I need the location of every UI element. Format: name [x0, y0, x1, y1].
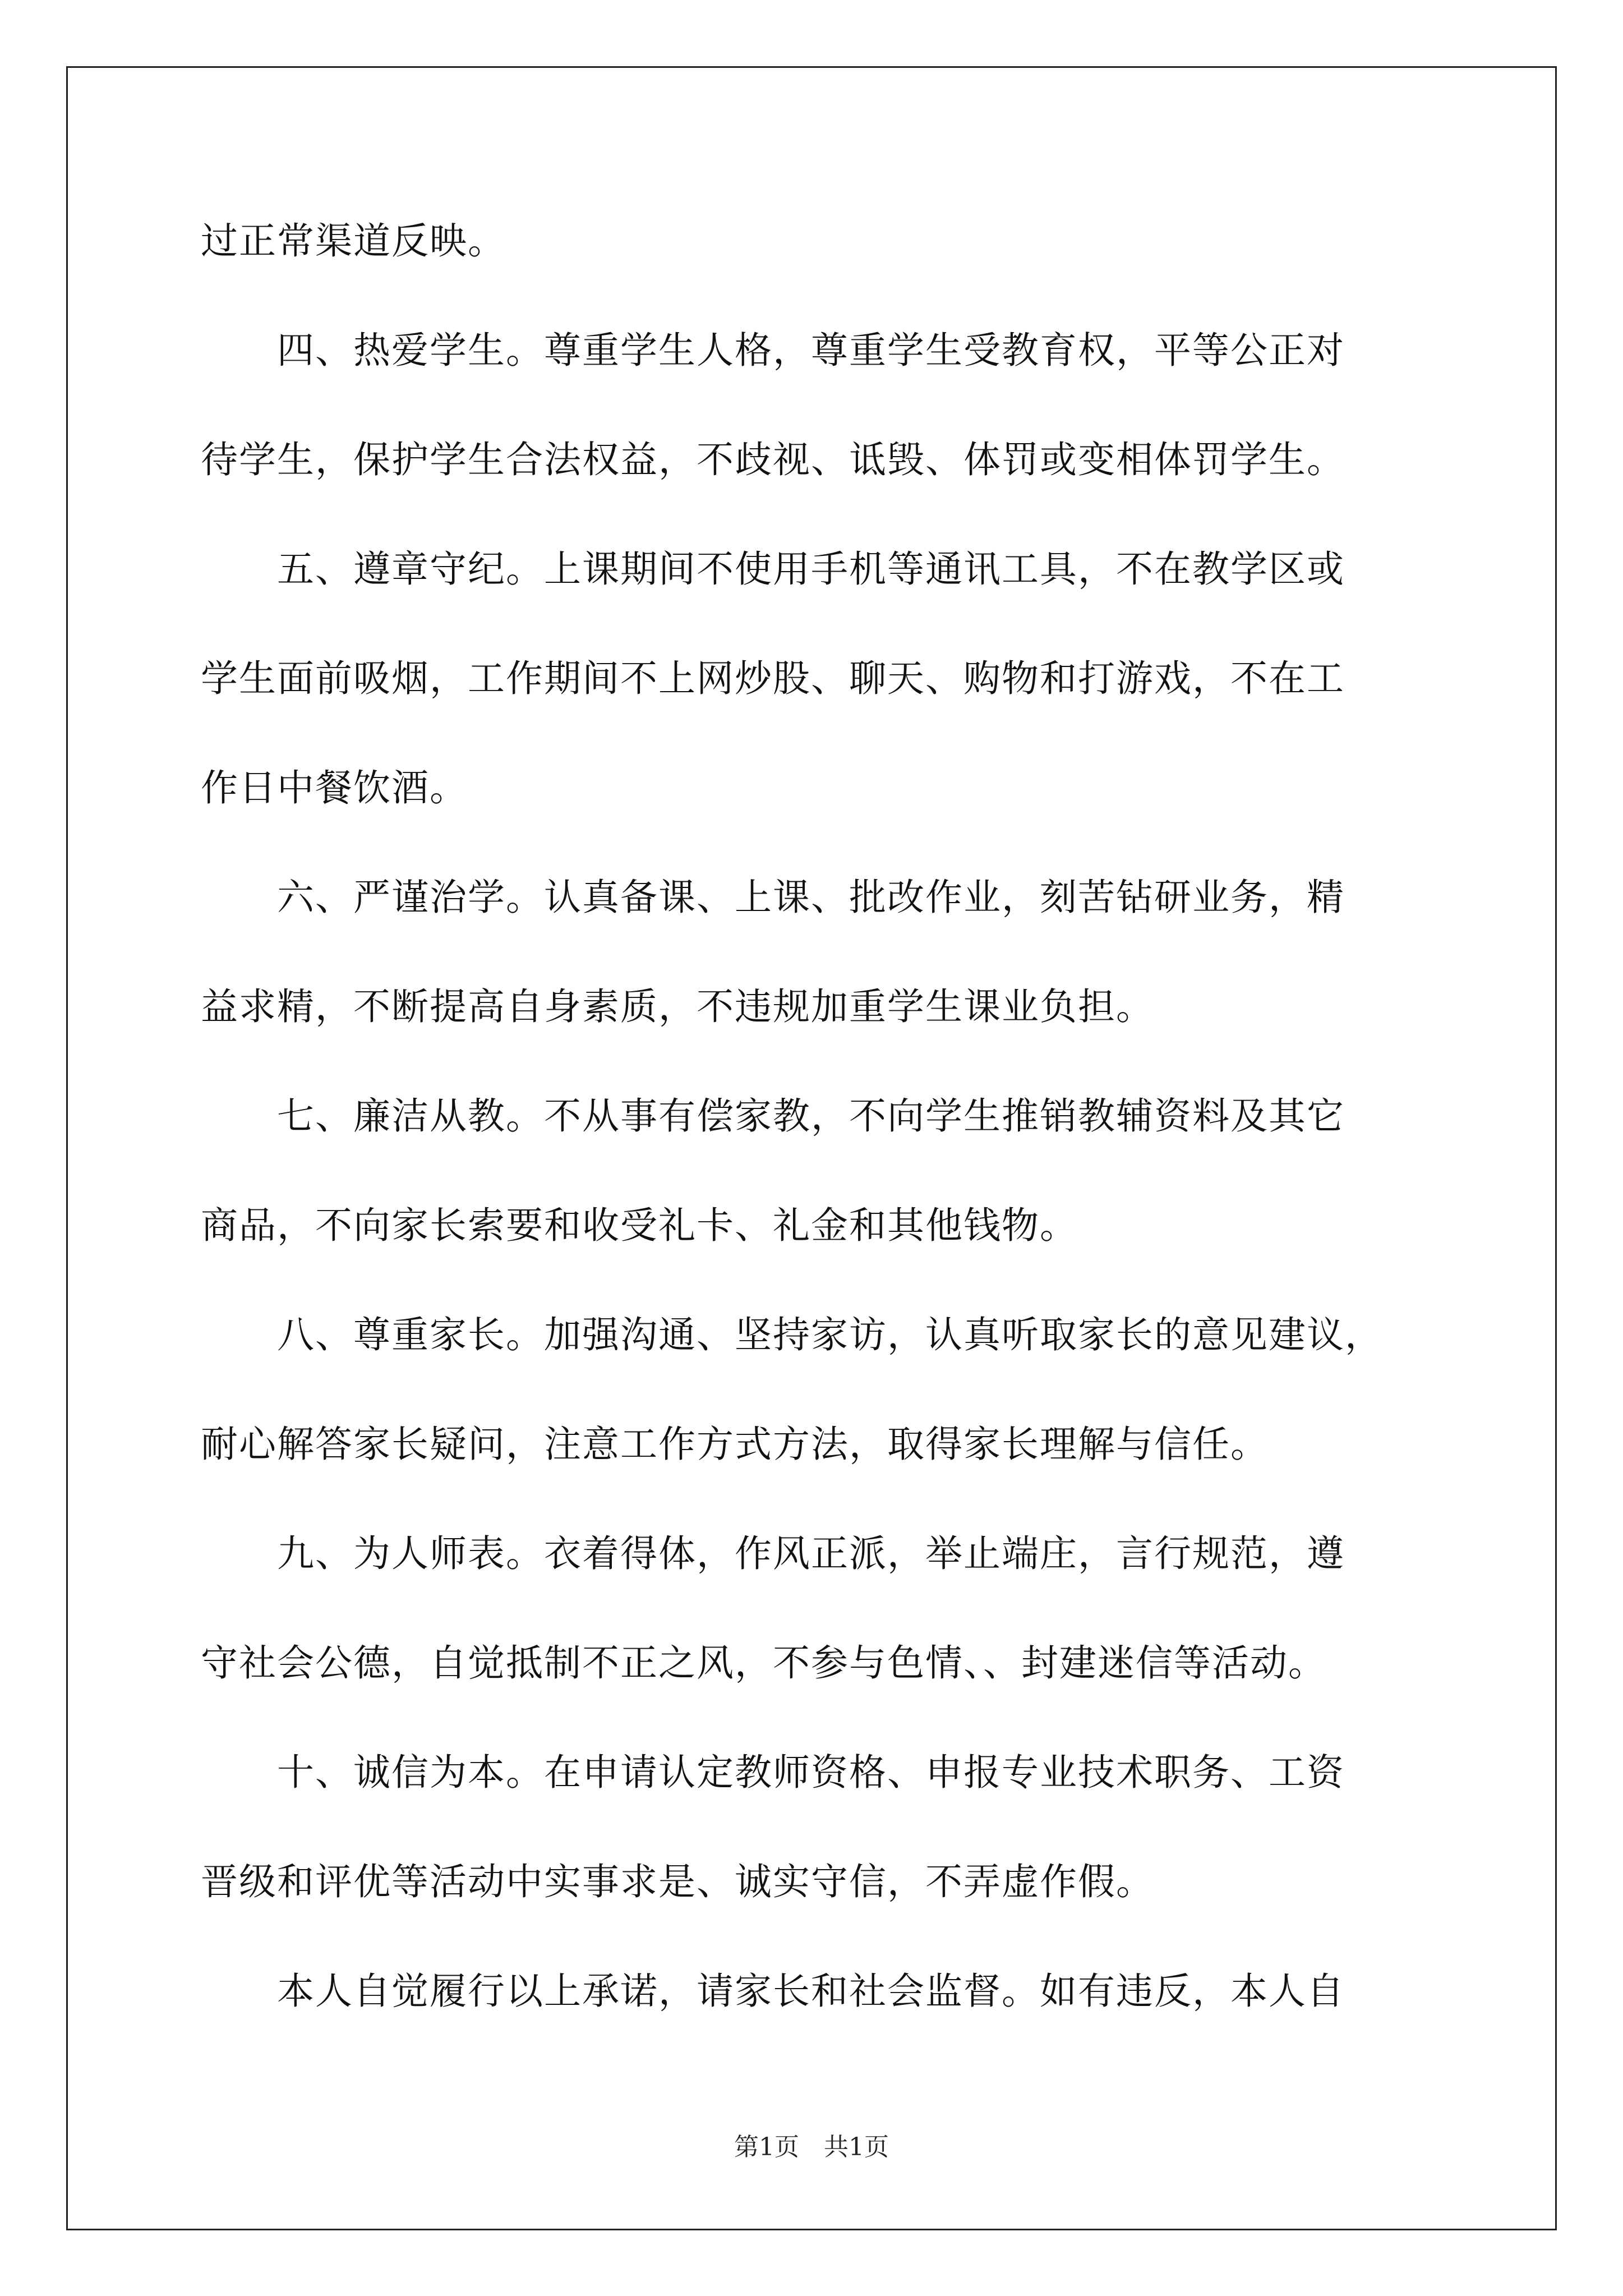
- text-line: 九、为人师表。衣着得体，作风正派，举止端庄，言行规范，遵: [201, 1532, 1345, 1575]
- page-footer: 第1页 共1页: [734, 2133, 889, 2161]
- text-line: 学生面前吸烟，工作期间不上网炒股、聊天、购物和打游戏，不在工: [201, 657, 1345, 700]
- page-border: [66, 66, 1557, 2230]
- text-line: 七、廉洁从教。不从事有偿家教，不向学生推销教辅资料及其它: [201, 1094, 1345, 1138]
- text-line: 作日中餐饮酒。: [201, 766, 468, 809]
- text-line: 十、诚信为本。在申请认定教师资格、申报专业技术职务、工资: [201, 1751, 1345, 1794]
- text-line: 四、热爱学生。尊重学生人格，尊重学生受教育权，平等公正对: [201, 329, 1345, 372]
- text-line: 商品，不向家长索要和收受礼卡、礼金和其他钱物。: [201, 1204, 1078, 1247]
- text-line: 本人自觉履行以上承诺，请家长和社会监督。如有违反，本人自: [201, 1970, 1345, 2013]
- text-line: 益求精，不断提高自身素质，不违规加重学生课业负担。: [201, 985, 1154, 1028]
- text-line: 耐心解答家长疑问，注意工作方式方法，取得家长理解与信任。: [201, 1423, 1269, 1466]
- text-line: 六、严谨治学。认真备课、上课、批改作业，刻苦钻研业务，精: [201, 876, 1345, 919]
- text-line: 过正常渠道反映。: [201, 219, 506, 263]
- text-line: 待学生，保护学生合法权益，不歧视、诋毁、体罚或变相体罚学生。: [201, 438, 1345, 481]
- text-line: 八、尊重家长。加强沟通、坚持家访，认真听取家长的意见建议，: [201, 1313, 1383, 1356]
- text-line: 五、遵章守纪。上课期间不使用手机等通讯工具，不在教学区或: [201, 547, 1345, 591]
- text-line: 守社会公德，自觉抵制不正之风，不参与色情、、封建迷信等活动。: [201, 1641, 1326, 1685]
- text-line: 晋级和评优等活动中实事求是、诚实守信，不弄虚作假。: [201, 1860, 1154, 1903]
